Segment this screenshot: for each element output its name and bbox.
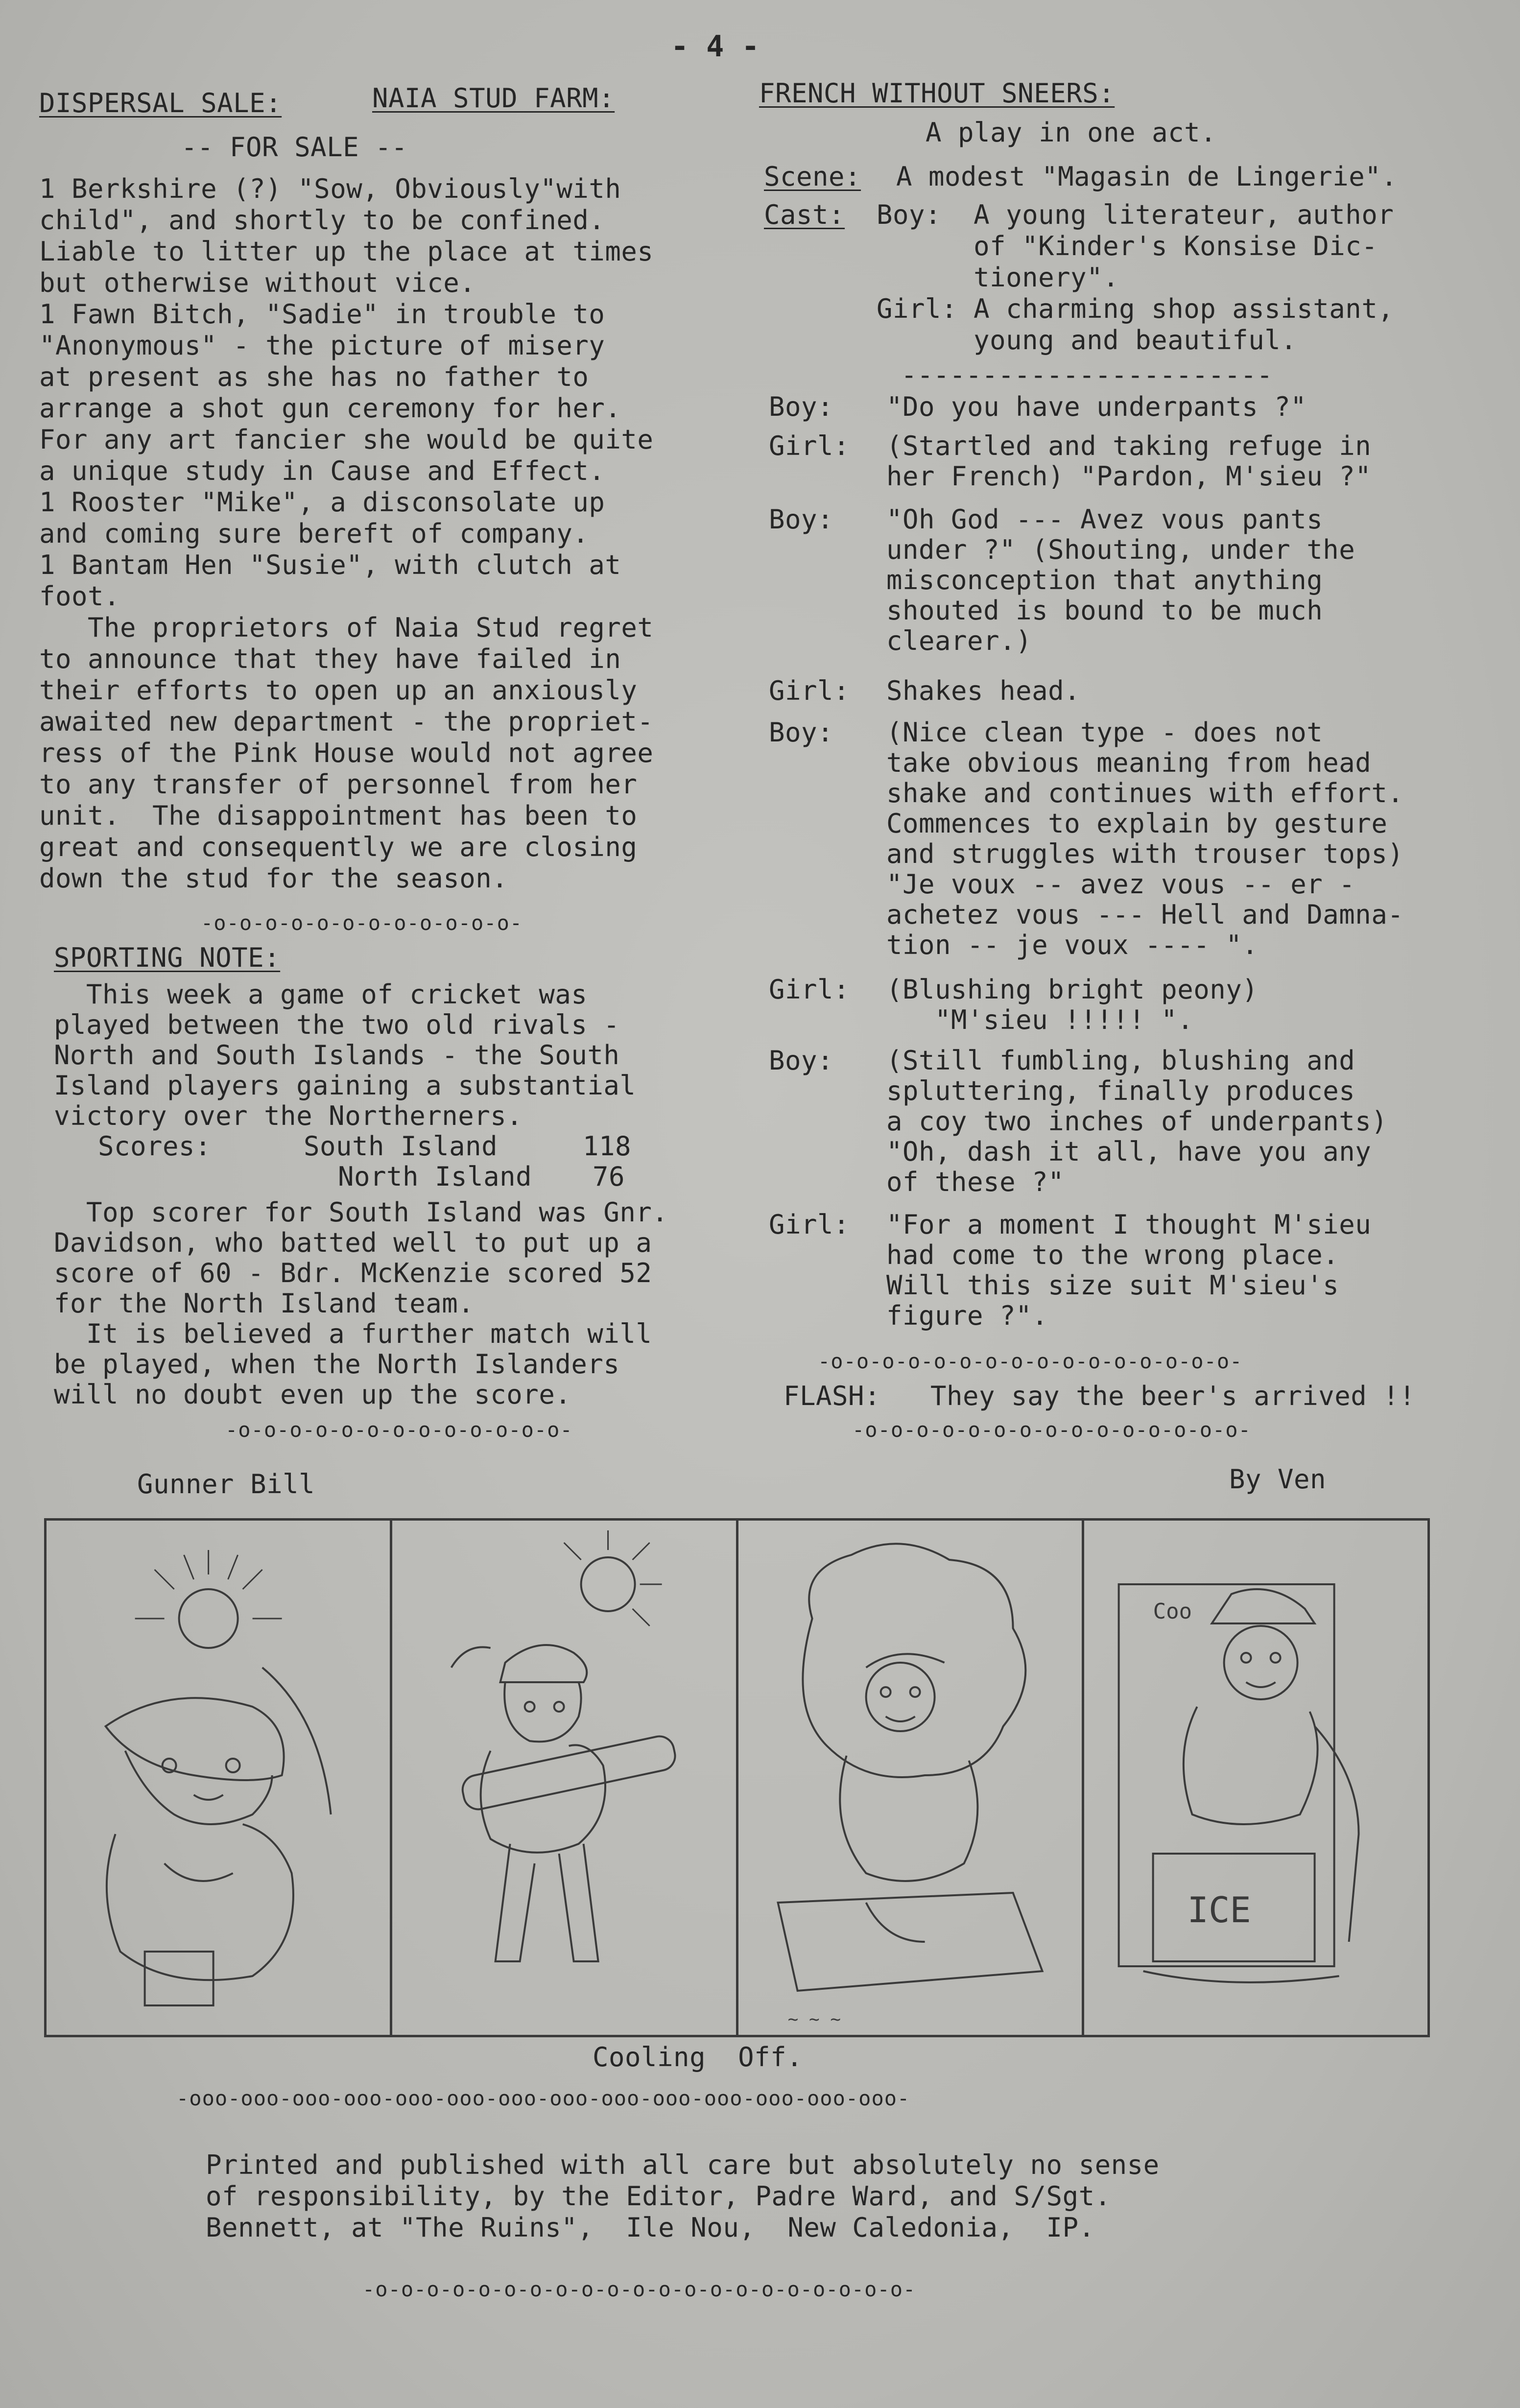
dialogue-line: of these ?": [886, 1167, 1065, 1197]
cast-line: Boy: A young literateur, author: [877, 199, 1394, 230]
sale-item-line: 1 Rooster "Mike", a disconsolate up: [39, 487, 605, 518]
comic-strip: [44, 1518, 1430, 2037]
sporting-line: This week a game of cricket was: [54, 979, 588, 1010]
sale-item-line: to any transfer of personnel from her: [39, 769, 638, 800]
sale-item-line: a unique study in Cause and Effect.: [39, 455, 605, 486]
dialogue-line: "Do you have underpants ?": [886, 391, 1307, 422]
score-team: North Island: [338, 1161, 532, 1192]
svg-text:~ ~ ~: ~ ~ ~: [787, 2009, 841, 2029]
comic-drawing-soldier-with-bat: [392, 1521, 736, 2035]
dialogue-line: under ?" (Shouting, under the: [886, 534, 1355, 565]
imprint-line: of responsibility, by the Editor, Padre Ward, and S/Sgt.: [206, 2181, 1111, 2212]
comic-drawing-soldier-on-ice: [1084, 1521, 1427, 2035]
separator: -o-o-o-o-o-o-o-o-o-o-o-o-o-o-o-o-o-o-o-o-o-: [362, 2277, 916, 2301]
separator: -ooo-ooo-ooo-ooo-ooo-ooo-ooo-ooo-ooo-ooo-ooo-ooo-ooo-ooo-: [176, 2086, 910, 2110]
dialogue-line: spluttering, finally produces: [886, 1075, 1355, 1106]
dialogue-speaker: Boy:: [769, 1045, 834, 1076]
dialogue-line: tion -- je voux ---- ".: [886, 930, 1259, 960]
comic-caption: Cooling Off.: [593, 2042, 803, 2073]
dialogue-line: (Nice clean type - does not: [886, 717, 1323, 748]
flash-text: They say the beer's arrived !!: [930, 1381, 1416, 1411]
play-subtitle: A play in one act.: [926, 117, 1217, 148]
french-play-title: FRENCH WITHOUT SNEERS:: [759, 78, 1115, 109]
comic-drawing-sun-soldier: [47, 1521, 390, 2035]
scene-text: A modest "Magasin de Lingerie".: [896, 161, 1398, 192]
sale-item-line: arrange a shot gun ceremony for her.: [39, 393, 621, 424]
scores-label: Scores:: [98, 1131, 212, 1162]
dialogue-line: misconception that anything: [886, 565, 1323, 596]
dialogue-line: her French) "Pardon, M'sieu ?": [886, 461, 1372, 492]
imprint-line: Printed and published with all care but absolutely no sense: [206, 2149, 1160, 2180]
sporting-line: played between the two old rivals -: [54, 1009, 620, 1040]
sporting-line: score of 60 - Bdr. McKenzie scored 52: [54, 1258, 652, 1288]
dialogue-speaker: Girl:: [769, 430, 850, 461]
dialogue-line: clearer.): [886, 625, 1032, 656]
dialogue-line: "M'sieu !!!!! ".: [886, 1004, 1194, 1035]
comic-sign-text: Coo: [1153, 1599, 1192, 1624]
comic-drawing-soldier-in-shade: [738, 1521, 1082, 2035]
cast-line: tionery".: [877, 262, 1119, 293]
sale-item-line: to announce that they have failed in: [39, 644, 621, 674]
sale-item-line: 1 Berkshire (?) "Sow, Obviously"with: [39, 173, 621, 204]
sporting-line: for the North Island team.: [54, 1288, 475, 1319]
sale-item-line: foot.: [39, 581, 120, 612]
sporting-line: Island players gaining a substantial: [54, 1070, 636, 1101]
score-runs: 76: [593, 1161, 625, 1192]
dialogue-line: and struggles with trouser tops): [886, 838, 1404, 869]
cast-label: Cast:: [764, 199, 845, 230]
comic-credit: By Ven: [1229, 1464, 1327, 1495]
sale-item-line: awaited new department - the propriet-: [39, 706, 654, 737]
dialogue-line: (Still fumbling, blushing and: [886, 1045, 1355, 1076]
separator: -o-o-o-o-o-o-o-o-o-o-o-o-o-o-o-: [852, 1418, 1251, 1442]
sporting-line: be played, when the North Islanders: [54, 1349, 620, 1380]
sale-item-line: ress of the Pink House would not agree: [39, 738, 654, 768]
separator: -o-o-o-o-o-o-o-o-o-o-o-o-o-: [225, 1418, 573, 1442]
imprint-line: Bennett, at "The Ruins", Ile Nou, New Caledonia, IP.: [206, 2212, 1095, 2243]
sale-item-line: down the stud for the season.: [39, 863, 508, 894]
dialogue-line: Commences to explain by gesture: [886, 808, 1388, 839]
dialogue-speaker: Girl:: [769, 974, 850, 1005]
dialogue-line: achetez vous --- Hell and Damna-: [886, 899, 1404, 930]
dialogue-line: had come to the wrong place.: [886, 1240, 1339, 1270]
for-sale-heading: -- FOR SALE --: [181, 132, 408, 163]
sale-item-line: great and consequently we are closing: [39, 832, 638, 862]
sale-item-line: their efforts to open up an anxiously: [39, 675, 638, 706]
sale-item-line: child", and shortly to be confined.: [39, 205, 605, 236]
comic-panel-4: [1084, 1521, 1427, 2035]
comic-title: Gunner Bill: [137, 1469, 315, 1500]
sale-item-line: "Anonymous" - the picture of misery: [39, 330, 605, 361]
dialogue-line: Shakes head.: [886, 675, 1081, 706]
cast-line: Girl: A charming shop assistant,: [877, 293, 1394, 324]
flash-label: FLASH:: [784, 1381, 881, 1411]
dialogue-line: figure ?".: [886, 1300, 1048, 1331]
dialogue-line: "For a moment I thought M'sieu: [886, 1209, 1372, 1240]
sporting-line: Davidson, who batted well to put up a: [54, 1227, 652, 1258]
sale-item-line: and coming sure bereft of company.: [39, 518, 589, 549]
dialogue-line: (Blushing bright peony): [886, 974, 1259, 1005]
cast-line: of "Kinder's Konsise Dic-: [877, 231, 1378, 262]
dialogue-line: "Je voux -- avez vous -- er -: [886, 869, 1355, 900]
scene-label: Scene:: [764, 161, 861, 192]
dialogue-speaker: Boy:: [769, 504, 834, 535]
page-number: - 4 -: [671, 29, 760, 64]
score-team: South Island: [304, 1131, 498, 1162]
dialogue-line: Will this size suit M'sieu's: [886, 1270, 1339, 1301]
dialogue-line: "Oh, dash it all, have you any: [886, 1136, 1372, 1167]
sale-item-line: Liable to litter up the place at times: [39, 236, 654, 267]
sporting-line: North and South Islands - the South: [54, 1040, 620, 1071]
cast-line: young and beautiful.: [877, 325, 1297, 356]
ice-box-label: ICE: [1187, 1889, 1251, 1931]
sale-item-line: The proprietors of Naia Stud regret: [39, 612, 654, 643]
sale-item-line: at present as she has no father to: [39, 361, 589, 392]
comic-panel-3: [738, 1521, 1084, 2035]
dash-separator: -----------------------: [901, 359, 1273, 390]
separator: -o-o-o-o-o-o-o-o-o-o-o-o-o-o-o-o-: [818, 1349, 1243, 1373]
sporting-line: It is believed a further match will: [54, 1318, 652, 1349]
dialogue-speaker: Girl:: [769, 1209, 850, 1240]
dialogue-line: a coy two inches of underpants): [886, 1106, 1388, 1137]
sporting-note-heading: SPORTING NOTE:: [54, 942, 281, 973]
sale-item-line: 1 Fawn Bitch, "Sadie" in trouble to: [39, 299, 605, 330]
sale-item-line: For any art fancier she would be quite: [39, 424, 654, 455]
dialogue-line: shouted is bound to be much: [886, 595, 1323, 626]
sporting-line: will no doubt even up the score.: [54, 1379, 571, 1410]
dialogue-speaker: Boy:: [769, 717, 834, 748]
comic-panel-1: [47, 1521, 392, 2035]
dispersal-sale-heading: DISPERSAL SALE:: [39, 88, 282, 119]
sale-item-line: 1 Bantam Hen "Susie", with clutch at: [39, 549, 621, 580]
dialogue-line: shake and continues with effort.: [886, 778, 1404, 809]
dialogue-line: take obvious meaning from head: [886, 747, 1372, 778]
score-runs: 118: [583, 1131, 632, 1162]
comic-panel-2: [392, 1521, 738, 2035]
sporting-line: Top scorer for South Island was Gnr.: [54, 1197, 668, 1228]
sporting-line: victory over the Northerners.: [54, 1100, 523, 1131]
dialogue-line: (Startled and taking refuge in: [886, 430, 1372, 461]
dialogue-speaker: Girl:: [769, 675, 850, 706]
dialogue-speaker: Boy:: [769, 391, 834, 422]
dialogue-line: "Oh God --- Avez vous pants: [886, 504, 1323, 535]
separator: -o-o-o-o-o-o-o-o-o-o-o-o-: [201, 911, 523, 935]
stud-farm-heading: NAIA STUD FARM:: [372, 83, 615, 114]
sale-item-line: unit. The disappointment has been to: [39, 800, 638, 831]
sale-item-line: but otherwise without vice.: [39, 267, 476, 298]
